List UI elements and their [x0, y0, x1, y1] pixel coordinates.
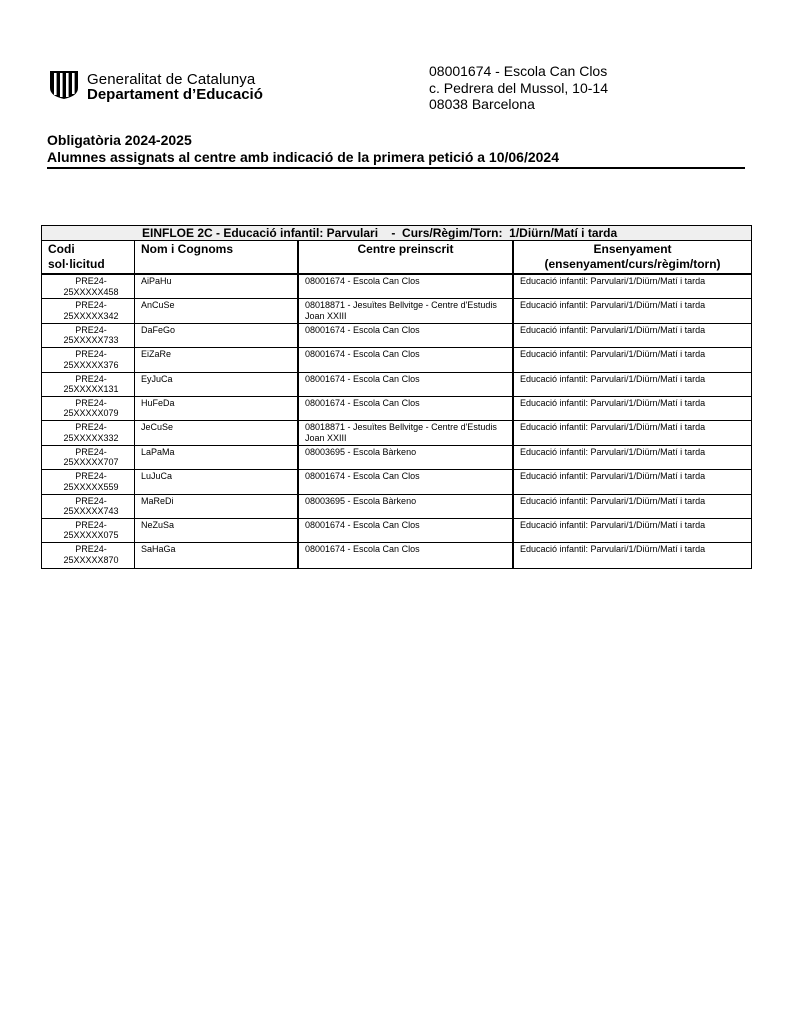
cell-request-code-line2: 25XXXXX707	[63, 457, 119, 468]
school-street: c. Pedrera del Mussol, 10-14	[429, 79, 608, 96]
cell-student-name: EyJuCa	[135, 373, 299, 396]
table-row	[42, 519, 751, 543]
logo-line-departament: Departament d’Educació	[87, 86, 263, 103]
cell-request-code-line2: 25XXXXX332	[63, 432, 119, 443]
cell-request-code-line1: PRE24-	[75, 324, 107, 335]
cell-request-code	[42, 421, 135, 444]
table-row	[42, 275, 751, 299]
column-header-code-line2: sol·licitud	[48, 257, 105, 271]
school-city: 08038 Barcelona	[429, 96, 535, 112]
cell-student-name: LuJuCa	[135, 470, 299, 493]
table-row	[42, 299, 751, 323]
cell-request-code	[42, 470, 135, 493]
table-row	[42, 421, 751, 445]
table-row	[42, 348, 751, 372]
cell-request-code-line2: 25XXXXX733	[63, 335, 119, 346]
cell-request-code	[42, 543, 135, 567]
cell-preinscribed-centre: 08001674 - Escola Can Clos	[299, 324, 514, 347]
column-header-teaching-line2: (ensenyament/curs/règim/torn)	[544, 257, 721, 271]
table-group-title: EINFLOE 2C - Educació infantil: Parvulari - Curs/Règim/Torn: 1/Diürn/Matí i tarda	[42, 226, 751, 241]
cell-request-code-line2: 25XXXXX743	[63, 506, 119, 517]
column-header-teaching-line1: Ensenyament	[593, 242, 672, 256]
heading-divider	[47, 167, 745, 169]
table-row	[42, 470, 751, 494]
cell-teaching: Educació infantil: Parvulari/1/Diürn/Matí i tarda	[520, 373, 706, 384]
document-heading	[47, 132, 559, 166]
cell-request-code	[42, 397, 135, 420]
cell-request-code-line1: PRE24-	[75, 471, 107, 482]
cell-preinscribed-centre: 08001674 - Escola Can Clos	[299, 373, 514, 396]
table-row	[42, 397, 751, 421]
cell-request-code-line2: 25XXXXX079	[63, 408, 119, 419]
cell-preinscribed-centre: 08001674 - Escola Can Clos	[299, 543, 514, 567]
cell-request-code-line2: 25XXXXX376	[63, 359, 119, 370]
cell-request-code	[42, 324, 135, 347]
cell-student-name: DaFeGo	[135, 324, 299, 347]
cell-preinscribed-centre: 08001674 - Escola Can Clos	[299, 348, 514, 371]
cell-student-name: EiZaRe	[135, 348, 299, 371]
cell-preinscribed-centre: 08003695 - Escola Bàrkeno	[299, 495, 514, 518]
cell-student-name: AnCuSe	[135, 299, 299, 322]
cell-preinscribed-centre: 08001674 - Escola Can Clos	[299, 519, 514, 542]
column-header-code	[42, 241, 135, 273]
cell-student-name: AiPaHu	[135, 275, 299, 298]
cell-student-name: NeZuSa	[135, 519, 299, 542]
heading-subtitle: Alumnes assignats al centre amb indicació de la primera petició a 10/06/2024	[47, 149, 560, 165]
table-body	[42, 275, 751, 568]
cell-request-code-line1: PRE24-	[75, 519, 107, 530]
cell-student-name: JeCuSe	[135, 421, 299, 444]
cell-teaching: Educació infantil: Parvulari/1/Diürn/Matí i tarda	[520, 422, 706, 433]
cell-preinscribed-centre: 08018871 - Jesuïtes Bellvitge - Centre d'Estudis Joan XXIII	[299, 299, 514, 322]
cell-request-code-line2: 25XXXXX559	[63, 481, 119, 492]
cell-request-code-line2: 25XXXXX458	[63, 286, 119, 297]
generalitat-emblem-icon	[49, 70, 79, 100]
cell-request-code	[42, 495, 135, 518]
cell-teaching: Educació infantil: Parvulari/1/Diürn/Matí i tarda	[520, 324, 706, 335]
cell-student-name: SaHaGa	[135, 543, 299, 567]
cell-teaching: Educació infantil: Parvulari/1/Diürn/Matí i tarda	[520, 446, 706, 457]
table-row	[42, 495, 751, 519]
cell-teaching: Educació infantil: Parvulari/1/Diürn/Matí i tarda	[520, 349, 706, 360]
assigned-students-table	[41, 225, 752, 569]
table-row	[42, 543, 751, 567]
cell-preinscribed-centre: 08018871 - Jesuïtes Bellvitge - Centre d'Estudis Joan XXIII	[299, 421, 514, 444]
cell-request-code-line2: 25XXXXX870	[63, 554, 119, 565]
cell-request-code-line2: 25XXXXX342	[63, 310, 119, 321]
cell-request-code-line1: PRE24-	[75, 495, 107, 506]
column-header-name	[135, 241, 299, 273]
cell-request-code	[42, 299, 135, 322]
cell-student-name: LaPaMa	[135, 446, 299, 469]
cell-student-name: MaReDi	[135, 495, 299, 518]
cell-request-code	[42, 519, 135, 542]
column-header-centre-line1: Centre preinscrit	[357, 242, 454, 256]
cell-request-code	[42, 446, 135, 469]
cell-teaching: Educació infantil: Parvulari/1/Diürn/Matí i tarda	[520, 495, 706, 506]
cell-request-code-line1: PRE24-	[75, 373, 107, 384]
cell-request-code	[42, 275, 135, 298]
column-header-centre	[299, 241, 514, 273]
cell-request-code-line1: PRE24-	[75, 544, 107, 555]
cell-preinscribed-centre: 08001674 - Escola Can Clos	[299, 275, 514, 298]
cell-preinscribed-centre: 08003695 - Escola Bàrkeno	[299, 446, 514, 469]
table-row	[42, 446, 751, 470]
generalitat-logo	[49, 69, 289, 103]
cell-request-code-line2: 25XXXXX131	[63, 384, 119, 395]
school-address-block	[429, 63, 608, 113]
cell-student-name: HuFeDa	[135, 397, 299, 420]
cell-teaching: Educació infantil: Parvulari/1/Diürn/Matí i tarda	[520, 519, 706, 530]
cell-request-code-line1: PRE24-	[75, 349, 107, 360]
table-row	[42, 373, 751, 397]
cell-request-code	[42, 348, 135, 371]
cell-teaching: Educació infantil: Parvulari/1/Diürn/Matí i tarda	[520, 397, 706, 408]
column-header-teaching	[514, 241, 751, 273]
cell-request-code-line2: 25XXXXX075	[63, 530, 119, 541]
cell-teaching: Educació infantil: Parvulari/1/Diürn/Matí i tarda	[520, 276, 706, 286]
cell-preinscribed-centre: 08001674 - Escola Can Clos	[299, 397, 514, 420]
cell-request-code-line1: PRE24-	[75, 300, 107, 311]
cell-request-code	[42, 373, 135, 396]
column-header-name-line1: Nom i Cognoms	[141, 242, 233, 256]
cell-teaching: Educació infantil: Parvulari/1/Diürn/Matí i tarda	[520, 471, 706, 482]
heading-year: Obligatòria 2024-2025	[47, 132, 192, 148]
cell-request-code-line1: PRE24-	[75, 397, 107, 408]
school-name: 08001674 - Escola Can Clos	[429, 63, 608, 79]
table-row	[42, 324, 751, 348]
logo-line-generalitat: Generalitat de Catalunya	[87, 71, 256, 88]
cell-teaching: Educació infantil: Parvulari/1/Diürn/Matí i tarda	[520, 544, 706, 555]
cell-request-code-line1: PRE24-	[75, 422, 107, 433]
cell-teaching: Educació infantil: Parvulari/1/Diürn/Matí i tarda	[520, 300, 706, 311]
table-header-row	[42, 241, 751, 275]
cell-preinscribed-centre: 08001674 - Escola Can Clos	[299, 470, 514, 493]
cell-request-code-line1: PRE24-	[75, 446, 107, 457]
column-header-code-line1: Codi	[48, 242, 75, 256]
cell-request-code-line1: PRE24-	[75, 276, 107, 286]
